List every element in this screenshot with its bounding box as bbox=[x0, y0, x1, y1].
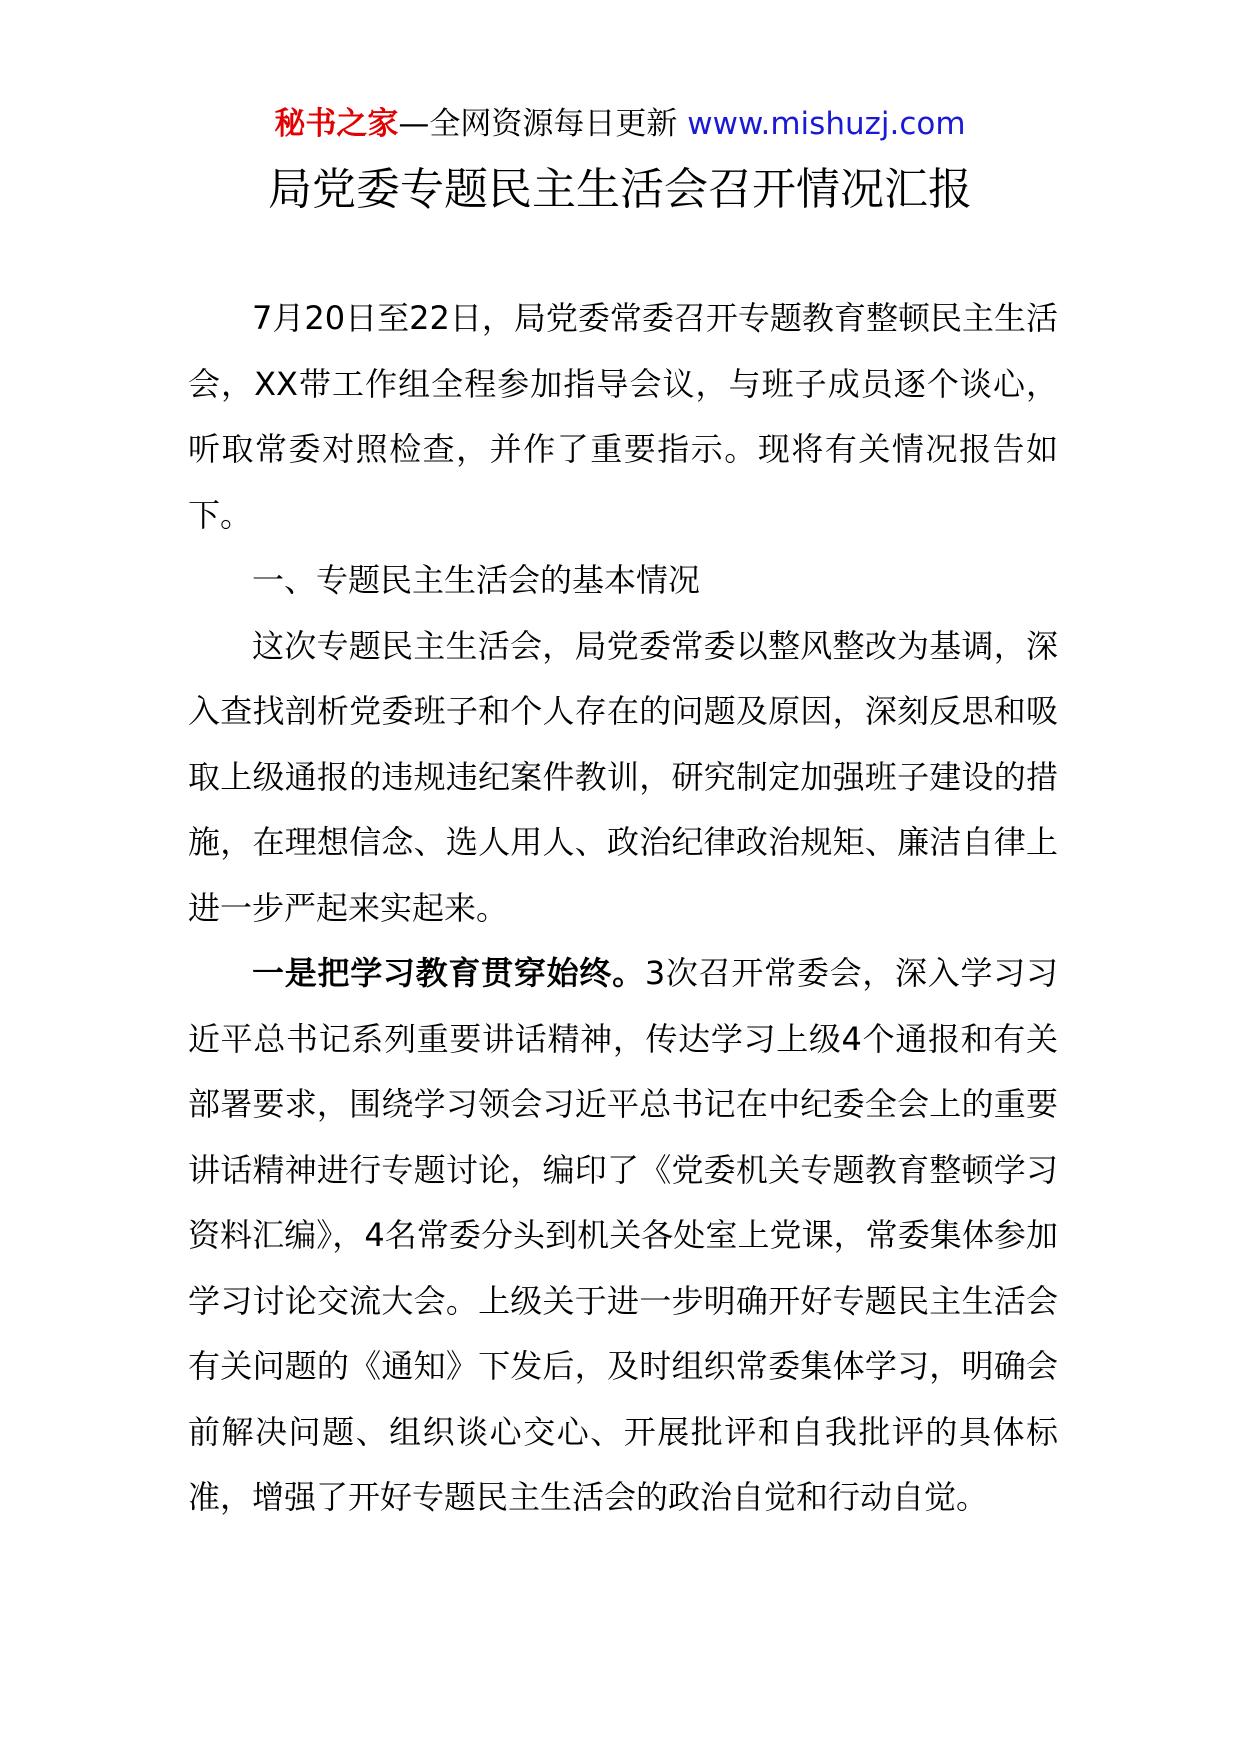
document-body bbox=[188, 286, 1058, 1531]
site-header bbox=[0, 104, 1240, 144]
brand-name: 秘书之家 bbox=[274, 106, 399, 142]
paragraph-overview: 这次专题民主生活会，局党委常委以整风整改为基调，深入查找剖析党委班子和个人存在的问题及原因，深刻反思和吸取上级通报的违规违纪案件教训，研究制定加强班子建设的措施，在理想信念、选人用人、政治纪律政治规矩、廉洁自律上进一步严起来实起来。 bbox=[188, 626, 1058, 927]
paragraph-study-lead: 一是把学习教育贯穿始终。 bbox=[252, 954, 645, 992]
paragraph-intro: 7月20日至22日，局党委常委召开专题教育整顿民主生活会，XX带工作组全程参加指导会议，与班子成员逐个谈心，听取常委对照检查，并作了重要指示。现将有关情况报告如下。 bbox=[188, 299, 1058, 534]
section-heading-1: 一、专题民主生活会的基本情况 bbox=[252, 561, 701, 599]
header-tagline: —全网资源每日更新 bbox=[398, 106, 688, 142]
paragraph-study bbox=[188, 941, 1058, 1531]
document-title: 局党委专题民主生活会召开情况汇报 bbox=[268, 164, 972, 215]
website-link[interactable]: www.mishuzj.com bbox=[687, 106, 966, 142]
paragraph-study-body: 3次召开常委会，深入学习习近平总书记系列重要讲话精神，传达学习上级4个通报和有关部署要求，围绕学习领会习近平总书记在中纪委全会上的重要讲话精神进行专题讨论，编印了《党委机关专题教育整顿学习资料汇编》，4名常委分头到机关各处室上党课，常委集体参加学习讨论交流大会。上级关于进一步明确开好专题民主生活会有关问题的《通知》下发后，及时组织常委集体学习，明确会前解决问题、组织谈心交心、开展批评和自我批评的具体标准，增强了开好专题民主生活会的政治自觉和行动自觉。 bbox=[188, 954, 1058, 1516]
